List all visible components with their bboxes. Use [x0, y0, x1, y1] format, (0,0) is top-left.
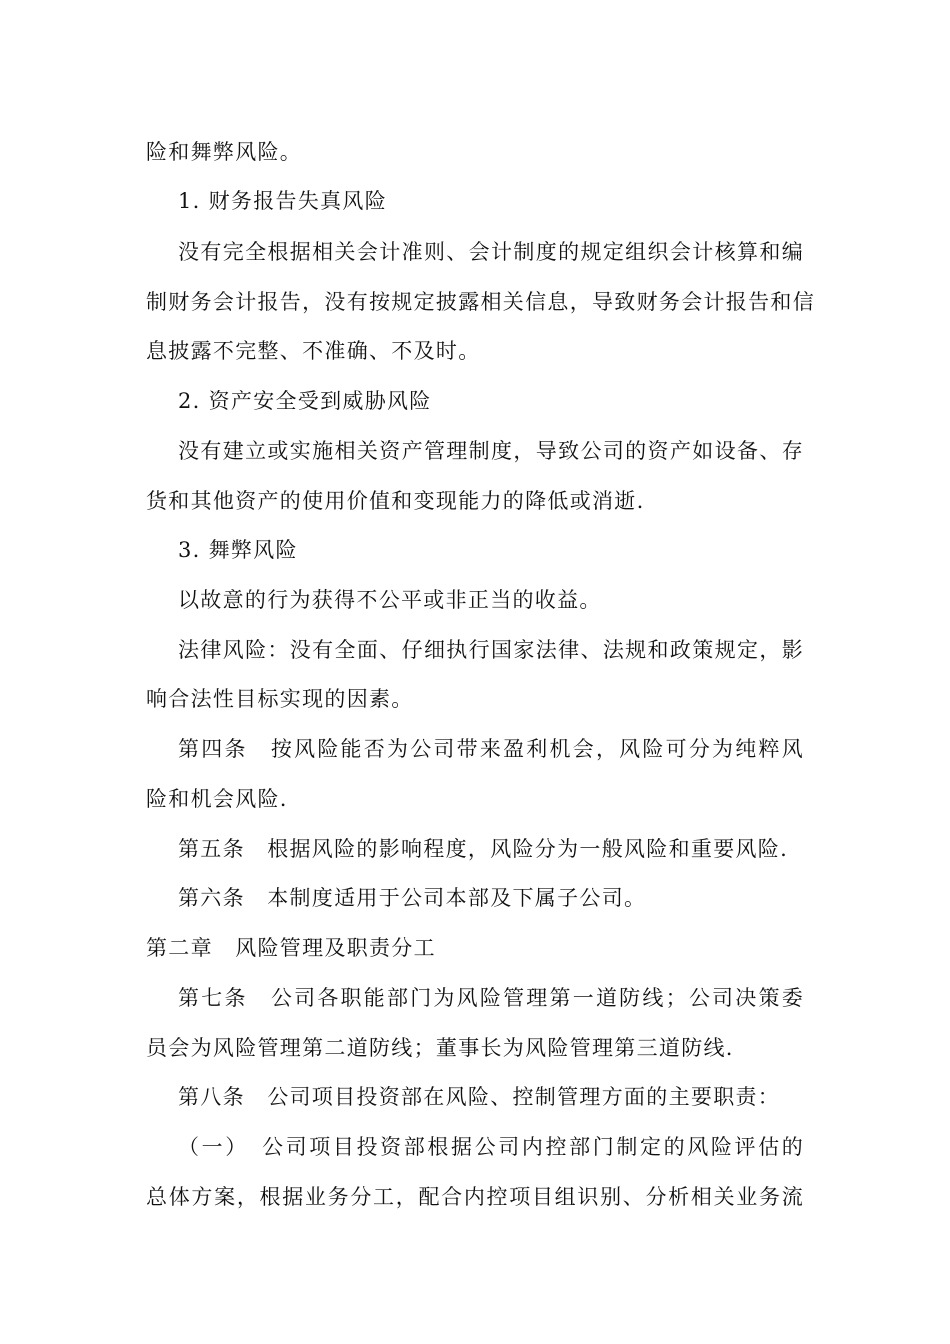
section-heading: 1. 财务报告失真风险	[178, 189, 388, 213]
paragraph-line: 险和机会风险.	[146, 787, 288, 811]
article-line: 第八条 公司项目投资部在风险、控制管理方面的主要职责：	[178, 1085, 781, 1109]
paragraph-line: 货和其他资产的使用价值和变现能力的降低或消逝.	[146, 489, 645, 513]
article-line: 第六条 本制度适用于公司本部及下属子公司。	[178, 886, 647, 910]
paragraph-line: 以故意的行为获得不公平或非正当的收益。	[178, 588, 602, 612]
article-line: 第七条 公司各职能部门为风险管理第一道防线；公司决策委	[178, 986, 804, 1010]
list-item-line: （一） 公司项目投资部根据公司内控部门制定的风险评估的	[178, 1135, 804, 1159]
article-line: 第五条 根据风险的影响程度，风险分为一般风险和重要风险.	[178, 837, 789, 861]
section-heading: 2. 资产安全受到威胁风险	[178, 389, 432, 413]
paragraph-line: 没有建立或实施相关资产管理制度，导致公司的资产如设备、存	[178, 439, 804, 463]
paragraph-line: 法律风险：没有全面、仔细执行国家法律、法规和政策规定，影	[178, 638, 804, 662]
paragraph-line: 险和舞弊风险。	[146, 140, 303, 164]
paragraph-line: 息披露不完整、不准确、不及时。	[146, 339, 481, 363]
paragraph-line: 总体方案，根据业务分工，配合内控项目组识别、分析相关业务流	[146, 1185, 804, 1209]
paragraph-line: 响合法性目标实现的因素。	[146, 687, 414, 711]
paragraph-line: 员会为风险管理第二道防线；董事长为风险管理第三道防线.	[146, 1036, 734, 1060]
article-line: 第四条 按风险能否为公司带来盈利机会，风险可分为纯粹风	[178, 737, 804, 761]
chapter-heading: 第二章 风险管理及职责分工	[146, 936, 436, 960]
paragraph-line: 制财务会计报告，没有按规定披露相关信息，导致财务会计报告和信	[146, 290, 815, 314]
paragraph-line: 没有完全根据相关会计准则、会计制度的规定组织会计核算和编	[178, 240, 804, 264]
section-heading: 3. 舞弊风险	[178, 538, 298, 562]
